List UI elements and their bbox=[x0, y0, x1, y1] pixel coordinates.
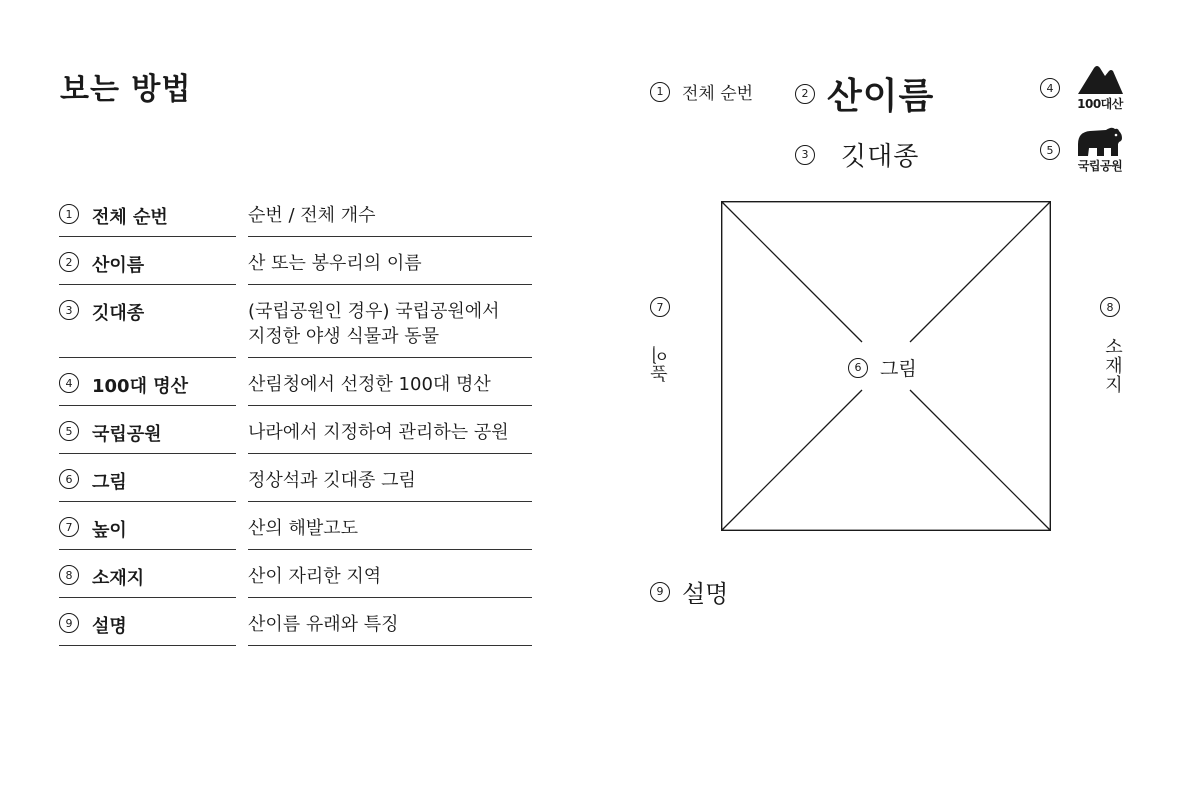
legend-row bbox=[59, 598, 532, 646]
legend-value: 정상석과 깃대종 그림 bbox=[248, 454, 532, 502]
description-label bbox=[650, 574, 728, 609]
legend-key bbox=[59, 237, 236, 285]
description-text: 설명 bbox=[682, 580, 729, 608]
legend-row bbox=[59, 285, 532, 358]
top100-badge bbox=[1074, 64, 1126, 112]
legend-value: 산림청에서 선정한 100대 명산 bbox=[248, 358, 532, 406]
number-badge: 7 bbox=[650, 297, 670, 317]
national-park-badge-text: 국립공원 bbox=[1077, 159, 1123, 173]
legend-value: 산 또는 봉우리의 이름 bbox=[248, 237, 532, 285]
legend-key-label: 전체 순번 bbox=[92, 207, 168, 228]
legend-key-label: 설명 bbox=[92, 616, 127, 637]
national-park-badge-label bbox=[1040, 126, 1126, 174]
height-text: 높이 bbox=[650, 345, 671, 383]
number-badge: 5 bbox=[1040, 140, 1060, 160]
legend-row bbox=[59, 189, 532, 237]
legend-value: (국립공원인 경우) 국립공원에서 지정한 야생 식물과 동물 bbox=[248, 285, 532, 358]
number-badge: 5 bbox=[59, 421, 79, 441]
top100-badge-text: 100대산 bbox=[1077, 97, 1123, 111]
legend-key-label: 국립공원 bbox=[92, 424, 162, 445]
legend-key-label: 소재지 bbox=[92, 568, 145, 589]
page-title: 보는 방법 bbox=[60, 72, 192, 107]
number-badge: 8 bbox=[59, 565, 79, 585]
legend-row bbox=[59, 406, 532, 454]
mountain-icon bbox=[1076, 64, 1124, 94]
mountain-name-text: 산이름 bbox=[827, 75, 935, 117]
location-text: 소재지 bbox=[1102, 337, 1123, 394]
number-badge: 4 bbox=[1040, 78, 1060, 98]
legend-value: 나라에서 지정하여 관리하는 공원 bbox=[248, 406, 532, 454]
legend-key-label: 그림 bbox=[92, 472, 127, 493]
number-badge: 1 bbox=[59, 204, 79, 224]
legend-value: 산이름 유래와 특징 bbox=[248, 598, 532, 646]
legend-key-label: 100대 명산 bbox=[92, 376, 189, 397]
legend-key bbox=[59, 285, 236, 358]
legend-row bbox=[59, 454, 532, 502]
legend-value: 산이 자리한 지역 bbox=[248, 550, 532, 598]
picture-label bbox=[848, 354, 917, 381]
flagship-species-text: 깃대종 bbox=[841, 142, 920, 172]
legend-key bbox=[59, 502, 236, 550]
number-badge: 2 bbox=[795, 84, 815, 104]
flagship-species-label bbox=[795, 136, 919, 173]
legend-row bbox=[59, 237, 532, 285]
number-badge: 7 bbox=[59, 517, 79, 537]
legend-key bbox=[59, 454, 236, 502]
mountain-name-label bbox=[795, 68, 934, 119]
legend-key bbox=[59, 598, 236, 646]
legend-row bbox=[59, 550, 532, 598]
bear-icon bbox=[1076, 126, 1124, 156]
legend-key-label: 높이 bbox=[92, 520, 127, 541]
number-badge: 9 bbox=[59, 613, 79, 633]
legend-key bbox=[59, 189, 236, 237]
number-badge: 6 bbox=[848, 358, 868, 378]
number-badge: 3 bbox=[795, 145, 815, 165]
legend-key bbox=[59, 550, 236, 598]
legend-key-label: 산이름 bbox=[92, 255, 145, 276]
picture-text: 그림 bbox=[880, 358, 917, 380]
legend-key-label: 깃대종 bbox=[92, 303, 145, 324]
legend-key bbox=[59, 358, 236, 406]
legend-value: 산의 해발고도 bbox=[248, 502, 532, 550]
number-badge: 2 bbox=[59, 252, 79, 272]
legend-row bbox=[59, 502, 532, 550]
number-badge: 3 bbox=[59, 300, 79, 320]
number-badge: 4 bbox=[59, 373, 79, 393]
number-badge: 6 bbox=[59, 469, 79, 489]
serial-text: 전체 순번 bbox=[682, 84, 754, 104]
serial-label bbox=[650, 79, 753, 104]
legend-table bbox=[59, 189, 532, 646]
number-badge: 8 bbox=[1100, 297, 1120, 317]
top100-badge-label bbox=[1040, 64, 1126, 112]
legend-value: 순번 / 전체 개수 bbox=[248, 189, 532, 237]
legend-key bbox=[59, 406, 236, 454]
legend-row bbox=[59, 358, 532, 406]
national-park-badge bbox=[1074, 126, 1126, 174]
number-badge: 9 bbox=[650, 582, 670, 602]
number-badge: 1 bbox=[650, 82, 670, 102]
